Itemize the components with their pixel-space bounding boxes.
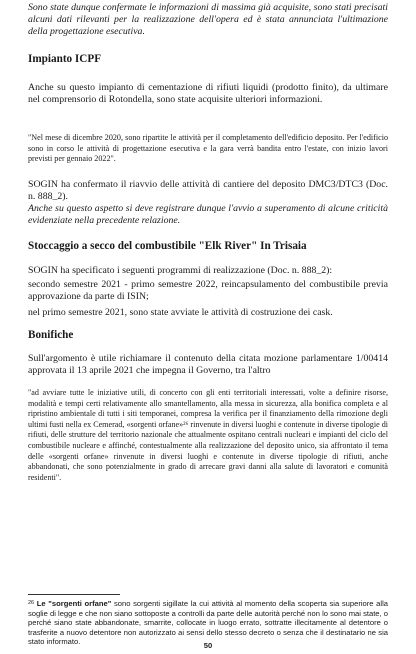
icpf-quote: "Nel mese di dicembre 2020, sono ripartite le attività per il completamento dell'edificio deposito. Per l'edificio sono in corso le attività di progettazione esecutiva e la gara verrà bandita entro l'estate, con inizio lavori previsti per gennaio 2022". bbox=[28, 133, 388, 164]
footnote-text: sono sorgenti sigillate la cui attività al momento della scoperta sia superiore alla soglie di legge e che non siano sottoposte a controlli da parte delle autorità perché non lo sono mai state, o perché siano state abbandonate, smarrite, collocate in luogo errato, sottratte illecitamente al detentore o trasferite a nuovo detentore non autorizzato ai sensi dello stesso decreto o senza che il destinatario ne sia stato informato. bbox=[28, 599, 388, 647]
footnote-number: 26 bbox=[28, 600, 35, 606]
footnote-separator bbox=[28, 594, 120, 595]
section-heading-icpf: Impianto ICPF bbox=[28, 53, 102, 65]
bonifiche-motion-quote: "ad avviare tutte le iniziative utili, di concerto con gli enti territoriali interessati, volte a definire risorse, modalità e tempi certi relativamente allo smantellamento, alla messa in sicurezza, alla bonifica completa e al ripristino ambientale di tutti i siti temporanei, compresa la verifica per il finanziamento della rimozione degli ultimi fusti nella ex Cemerad, «sorgenti orfane»²⁶ rinvenute in diversi luoghi e contenute in diverse tipologie di rifiuti, delle strutture del territorio nazionale che attualmente ospitano centrali nucleari e impianti del ciclo del combustibile nucleare e affinché, contestualmente alla realizzazione del deposito unico, sia affrontato il tema delle «sorgenti orfane» rinvenute in diversi luoghi e contenute in diverse tipologie di rifiuti, anche abbandonati, che sono potenzialmente in grado di arrecare gravi danni alla salute di lavoratori e comunità residenti". bbox=[28, 388, 389, 482]
elk-programs-paragraph: SOGIN ha specificato i seguenti programmi di realizzazione (Doc. n. 888_2): bbox=[28, 265, 333, 276]
document-page bbox=[28, 0, 388, 654]
footnote-26 bbox=[28, 599, 388, 647]
icpf-sogin-paragraph: SOGIN ha confermato il riavvio delle attività di cantiere del deposito DMC3/DTC3 (Doc. n. 888_2). bbox=[28, 179, 388, 202]
section-heading-elk-river: Stoccaggio a secco del combustibile "Elk River" In Trisaia bbox=[28, 240, 307, 252]
footnote-term: Le "sorgenti orfane" bbox=[36, 599, 112, 608]
icpf-criticality-paragraph: Anche su questo aspetto si deve registrare dunque l'avvio a superamento di alcune criticità evidenziate nella precedente relazione. bbox=[28, 203, 388, 226]
elk-second-semester-paragraph: secondo semestre 2021 - primo semestre 2022, reincapsulamento del combustibile previa approvazione da parte di ISIN; bbox=[28, 279, 388, 302]
bonifiche-paragraph: Sull'argomento è utile richiamare il contenuto della citata mozione parlamentare 1/00414 approvata il 13 aprile 2021 che impegna il Governo, tra l'altro bbox=[28, 353, 388, 376]
page-number: 50 bbox=[203, 641, 213, 650]
icpf-paragraph: Anche su questo impianto di cementazione di rifiuti liquidi (prodotto finito), da ultimare nel comprensorio di Rotondella, sono state acquisite ulteriori informazioni. bbox=[28, 82, 388, 105]
section-heading-bonifiche: Bonifiche bbox=[28, 329, 74, 341]
intro-paragraph: Sono state dunque confermate le informazioni di massima già acquisite, sono stati precisati alcuni dati rilevanti per la realizzazione dell'opera ed è stata annunciata l'ultimazione della progettazione esecutiva. bbox=[28, 2, 388, 37]
elk-first-semester-paragraph: nel primo semestre 2021, sono state avviate le attività di costruzione dei cask. bbox=[28, 307, 333, 318]
